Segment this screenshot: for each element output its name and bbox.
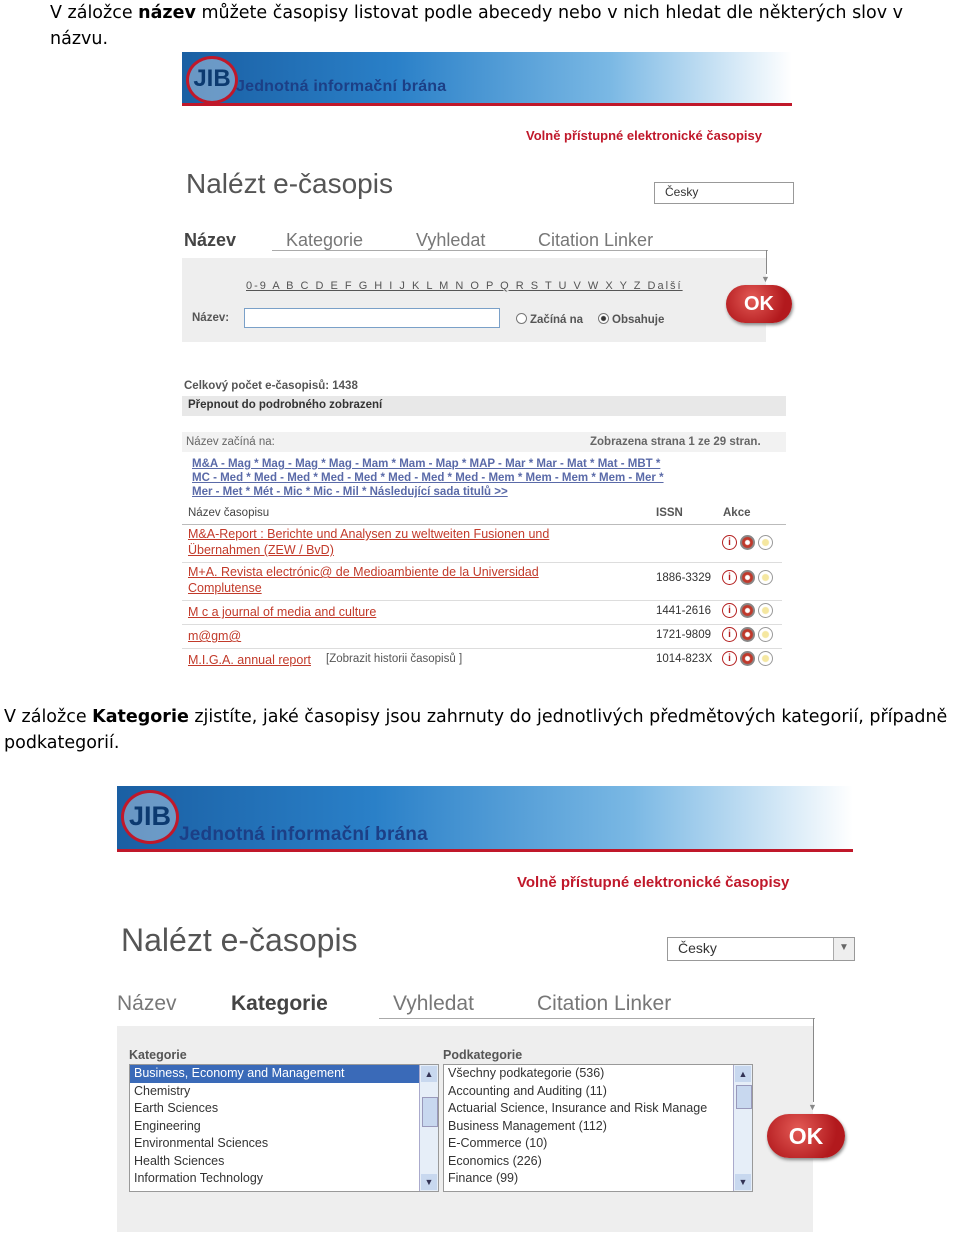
name-input[interactable] (244, 308, 500, 328)
radio-starts-with[interactable] (516, 313, 583, 326)
list-item[interactable]: Economics (226) (448, 1153, 542, 1168)
row-actions (722, 569, 776, 587)
scroll-thumb[interactable] (736, 1085, 752, 1109)
list-item[interactable]: Chemistry (134, 1083, 191, 1098)
radio-circle-selected[interactable] (598, 313, 609, 324)
total-count: Celkový počet e-časopisů: 1438 (184, 380, 358, 392)
list-item[interactable]: E-Commerce (10) (448, 1136, 548, 1150)
scroll-down-icon[interactable]: ▼ (735, 1174, 751, 1190)
access-icon (758, 570, 773, 585)
table-row (182, 626, 782, 649)
jib-banner (182, 52, 792, 106)
tab-nazev[interactable]: Název (117, 992, 177, 1015)
tab-citation-linker[interactable]: Citation Linker (538, 230, 654, 250)
switch-view-link[interactable]: Přepnout do podrobného zobrazení (188, 399, 383, 411)
jib-logo: JIB (186, 56, 238, 104)
chevron-down-icon[interactable]: ▼ (833, 938, 854, 960)
switch-view-bar[interactable] (182, 396, 786, 416)
tab-citation-linker[interactable]: Citation Linker (537, 992, 672, 1015)
sfx-icon[interactable] (740, 535, 755, 550)
list-item[interactable]: Accounting and Auditing (11) (448, 1083, 607, 1098)
radio-contains[interactable] (598, 313, 664, 326)
sfx-icon[interactable] (740, 651, 755, 666)
scroll-down-icon[interactable]: ▼ (421, 1174, 437, 1190)
ok-button[interactable]: OK (767, 1114, 845, 1158)
journal-title-link[interactable]: M+A. Revista electrónic@ de Medioambiente de la Universidad Complutense (188, 565, 539, 595)
issn-value: 1014-823X (656, 653, 713, 665)
radio-starts-label: Začíná na (530, 314, 584, 326)
category-listbox[interactable] (129, 1064, 439, 1192)
scroll-thumb[interactable] (422, 1097, 438, 1127)
tab-arrow-line (766, 250, 767, 274)
scroll-up-icon[interactable]: ▲ (735, 1066, 751, 1082)
intro-paragraph-nazev (50, 0, 960, 52)
page-title: Nalézt e-časopis (186, 168, 393, 199)
list-header-bar (182, 432, 786, 452)
tab-underline (379, 1018, 815, 1019)
tab-kategorie[interactable]: Kategorie (286, 230, 364, 250)
subcategory-label: Podkategorie (443, 1048, 523, 1062)
scroll-up-icon[interactable]: ▲ (421, 1066, 437, 1082)
page-title: Nalézt e-časopis (121, 922, 358, 958)
radio-contains-label: Obsahuje (612, 314, 665, 326)
para2-bold: Kategorie (92, 707, 189, 727)
access-icon (758, 603, 773, 618)
language-value: Česky (678, 940, 717, 956)
category-label: Kategorie (129, 1048, 187, 1062)
access-icon (758, 627, 773, 642)
row-actions (722, 534, 776, 552)
para2-text-start: V záložce (4, 707, 93, 727)
brand-name: Jednotná informační brána (179, 824, 428, 845)
list-item[interactable]: Health Sciences (134, 1153, 225, 1168)
table-row (182, 650, 782, 672)
search-panel (182, 258, 766, 342)
history-link[interactable]: [Zobrazit historii časopisů ] (326, 653, 463, 665)
tab-vyhledat[interactable]: Vyhledat (416, 230, 486, 250)
range-links-1[interactable]: M&A - Mag * Mag - Mag * Mag - Mam * Mam - Map * MAP - Mar * Mar - Mat * Mat - MBT * (192, 458, 661, 470)
tab-kategorie[interactable]: Kategorie (231, 992, 328, 1015)
tab-arrow-line (813, 1018, 814, 1102)
table-row (182, 526, 782, 563)
info-icon[interactable]: i (722, 627, 737, 642)
language-select[interactable] (654, 182, 794, 204)
range-links-3[interactable]: Mer - Met * Mét - Mic * Mic - Mil * Následující sada titulů >> (192, 486, 508, 498)
alphabet-index[interactable]: 0-9 A B C D E F G H I J K L M N O P Q R S T U V W X Y Z Další (246, 280, 683, 292)
journal-title-link[interactable]: M c a journal of media and culture (188, 605, 377, 619)
list-item[interactable]: Earth Sciences (134, 1101, 219, 1115)
subtitle: Volně přístupné elektronické časopisy (526, 128, 763, 143)
list-item[interactable]: Business, Economy and Management (130, 1065, 438, 1083)
language-select[interactable] (667, 937, 855, 961)
journal-title-link[interactable]: M&A-Report : Berichte und Analysen zu weltweiten Fusionen und Übernahmen (ZEW / BvD) (188, 527, 550, 557)
starts-with-label: Název začíná na: (186, 436, 275, 448)
para1-bold: název (138, 3, 196, 23)
category-scrollbar[interactable] (419, 1065, 438, 1191)
subcategory-listbox[interactable] (443, 1064, 753, 1192)
jib-banner (117, 786, 853, 852)
list-item[interactable]: Business Management (112) (448, 1118, 607, 1133)
info-icon[interactable]: i (722, 570, 737, 585)
row-actions (722, 626, 776, 644)
para1-text-end: můžete časopisy listovat podle abecedy nebo v nich hledat dle některých slov v názvu. (50, 3, 904, 49)
info-icon[interactable]: i (722, 535, 737, 550)
table-header (182, 504, 786, 525)
jib-logo: JIB (121, 790, 179, 844)
list-item[interactable]: Environmental Sciences (134, 1136, 269, 1150)
journal-title-link[interactable]: m@gm@ (188, 629, 242, 643)
col-title: Název časopisu (188, 507, 270, 519)
info-icon[interactable]: i (722, 651, 737, 666)
list-item[interactable]: Actuarial Science, Insurance and Risk Manage (448, 1101, 708, 1115)
issn-value: 1886-3329 (656, 572, 711, 584)
list-item[interactable]: Engineering (134, 1118, 201, 1133)
tab-nazev[interactable]: Název (184, 230, 237, 250)
info-icon[interactable]: i (722, 603, 737, 618)
tab-vyhledat[interactable]: Vyhledat (393, 992, 474, 1015)
row-actions (722, 650, 776, 668)
col-issn: ISSN (656, 507, 683, 519)
list-item[interactable]: Information Technology (134, 1171, 264, 1185)
issn-value: 1721-9809 (656, 629, 711, 641)
issn-value: 1441-2616 (656, 605, 711, 617)
row-actions (722, 602, 776, 620)
language-value: Česky (665, 185, 699, 199)
screenshot-kategorie-tab (117, 786, 857, 1232)
intro-paragraph-kategorie (4, 704, 954, 756)
brand-name: Jednotná informační brána (236, 78, 447, 95)
access-icon (758, 535, 773, 550)
col-actions: Akce (723, 507, 751, 519)
tab-underline (272, 250, 768, 251)
page-info: Zobrazena strana 1 ze 29 stran. (590, 436, 761, 448)
list-item[interactable]: Finance (99) (448, 1171, 519, 1185)
list-item[interactable]: Všechny podkategorie (536) (448, 1066, 605, 1080)
radio-circle-empty[interactable] (516, 313, 527, 324)
table-row (182, 564, 782, 601)
name-label: Název: (192, 312, 230, 324)
category-panel (117, 1026, 813, 1232)
sfx-icon[interactable] (740, 603, 755, 618)
sfx-icon[interactable] (740, 570, 755, 585)
subtitle: Volně přístupné elektronické časopisy (517, 874, 790, 891)
table-row (182, 602, 782, 625)
subcategory-scrollbar[interactable] (733, 1065, 752, 1191)
para2-text-end: zjistíte, jaké časopisy jsou zahrnuty do jednotlivých předmětových kategorií, případně podkategorií. (4, 707, 948, 753)
access-icon (758, 651, 773, 666)
ok-button[interactable]: OK (726, 285, 792, 323)
sfx-icon[interactable] (740, 627, 755, 642)
para1-text-start: V záložce (50, 3, 139, 23)
range-links-2[interactable]: MC - Med * Med - Med * Med - Med * Med - Med * Med - Mem * Mem - Mem * Mem - Mer * (192, 472, 664, 484)
screenshot-nazev-tab (182, 52, 792, 672)
journal-title-link[interactable]: M.I.G.A. annual report (188, 653, 311, 667)
